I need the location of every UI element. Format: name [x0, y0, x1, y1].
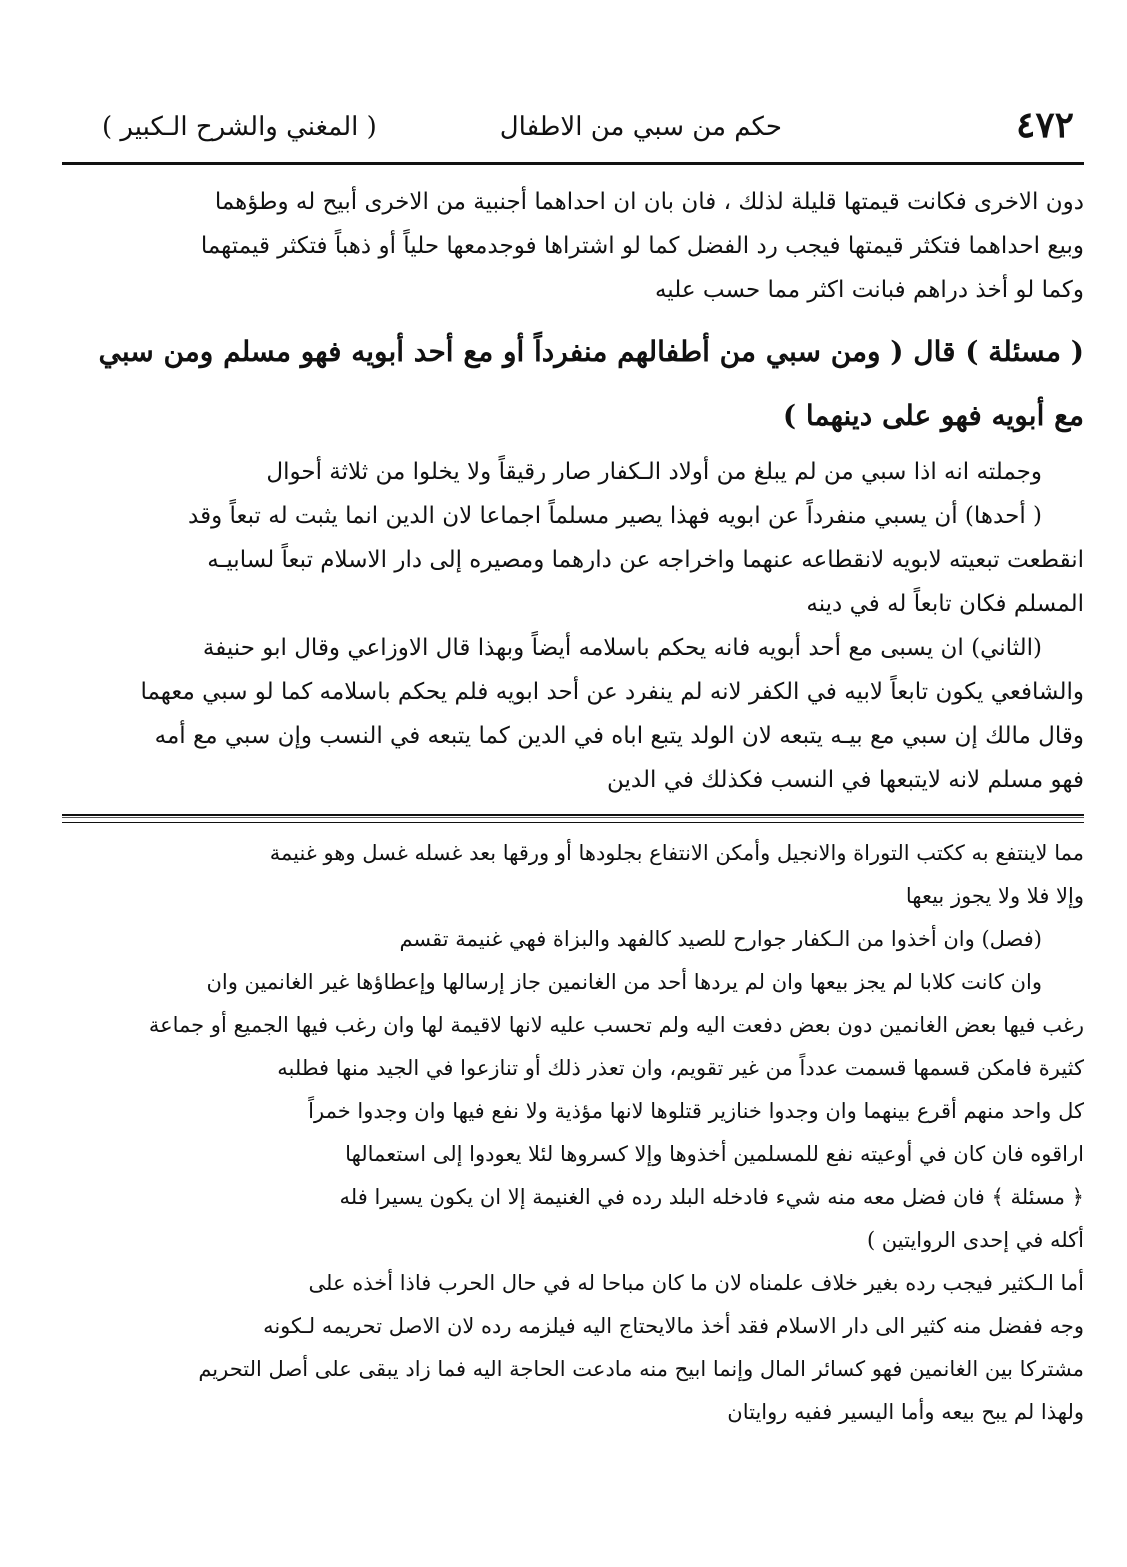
text-line: (فصل) وان أخذوا من الـكفار جوارح للصيد كالفهد والبزاة فهي غنيمة تقسم — [399, 927, 1042, 951]
text-line: المسلم فكان تابعاً له في دينه — [806, 591, 1084, 617]
text-line: والشافعي يكون تابعاً لابيه في الكفر لانه لم ينفرد عن أحد ابويه فلم يحكم باسلامه كما لو سبي معهما — [140, 679, 1084, 705]
main-body — [62, 450, 1084, 802]
text-line: رغب فيها بعض الغانمين دون بعض دفعت اليه ولم تحسب عليه لانها لاقيمة لها وان رغب فيها الجميع أو جماعة — [148, 1013, 1084, 1037]
text-line: اراقوه فان كان في أوعيته نفع للمسلمين أخذوها وإلا كسروها لئلا يعودوا إلى استعمالها — [345, 1142, 1084, 1166]
text-line: انقطعت تبعيته لابويه لانقطاعه عنهما واخراجه عن دارهما ومصيره إلى دار الاسلام تبعاً لسابيـه — [207, 547, 1084, 573]
text-line: (الثاني) ان يسبى مع أحد أبويه فانه يحكم باسلامه أيضاً وبهذا قال الاوزاعي وقال ابو حنيفة — [202, 635, 1042, 661]
section-title: حكم من سبي من الاطفال — [499, 112, 782, 142]
text-line: وجملته انه اذا سبي من لم يبلغ من أولاد الـكفار صار رقيقاً ولا يخلوا من ثلاثة أحوال — [266, 459, 1042, 485]
question-line: ( مسئلة ) قال ( ومن سبي من أطفالهم منفرداً أو مع أحد أبويه فهو مسلم ومن سبي — [98, 335, 1084, 368]
page-header — [62, 104, 1082, 156]
text-line: ولهذا لم يبح بيعه وأما اليسير ففيه روايتان — [727, 1400, 1084, 1424]
text-line: أكله في إحدى الروايتين ) — [866, 1228, 1084, 1252]
question-line: مع أبويه فهو على دينهما ) — [782, 399, 1084, 432]
commentary-section — [62, 832, 1084, 1434]
text-line: فهو مسلم لانه لايتبعها في النسب فكذلك في الدين — [607, 767, 1084, 793]
page-number: ٤٧٢ — [1015, 104, 1074, 146]
text-line: كثيرة فامكن قسمها قسمت عدداً من غير تقويم، وان تعذر ذلك أو تنازعوا في الجيد منها فطلبه — [277, 1056, 1084, 1080]
text-line: ( أحدها) أن يسبي منفرداً عن ابويه فهذا يصير مسلماً اجماعا لان الدين انما يثبت له تبعاً وقد — [188, 503, 1042, 529]
intro-paragraph — [62, 180, 1084, 312]
text-line: وقال مالك إن سبي مع بيـه يتبعه لان الولد يتبع اباه في الدين كما يتبعه في النسب وإن سبي مع أمه — [154, 723, 1084, 749]
text-line: كل واحد منهم أقرع بينهما وان وجدوا خنازير قتلوها لانها مؤذية ولا نفع فيها وان وجدوا خمراً — [308, 1099, 1084, 1123]
text-line: مشتركا بين الغانمين فهو كسائر المال وإنما ابيح منه مادعت الحاجة اليه فما زاد يبقى على أصل التحريم — [198, 1357, 1084, 1381]
text-line: وان كانت كلابا لم يجز بيعها وان لم يردها أحد من الغانمين جاز إرسالها وإعطاؤها غير الغانمين وان — [206, 970, 1042, 994]
text-line: وجه ففضل منه كثير الى دار الاسلام فقد أخذ مالايحتاج اليه فيلزمه رده لان الاصل تحريمه لـكونه — [263, 1314, 1084, 1338]
text-line: وبيع احداهما فتكثر قيمتها فيجب رد الفضل كما لو اشتراها فوجدمعها حلياً أو ذهباً فتكثر قيمتهما — [200, 233, 1084, 259]
section-divider — [62, 814, 1084, 823]
header-rule — [62, 162, 1084, 165]
text-line: وكما لو أخذ دراهم فبانت اكثر مما حسب عليه — [654, 277, 1084, 303]
text-line: وإلا فلا ولا يجوز بيعها — [905, 884, 1084, 908]
text-line: مما لاينتفع به ككتب التوراة والانجيل وأمكن الانتفاع بجلودها أو ورقها بعد غسله غسل وهو غنيمة — [269, 841, 1084, 865]
text-line: ﴿ مسئلة ﴾ فان فضل معه منه شيء فادخله البلد رده في الغنيمة إلا ان يكون يسيرا فله — [339, 1185, 1084, 1209]
question-heading — [62, 320, 1084, 448]
text-line: أما الـكثير فيجب رده بغير خلاف علمناه لان ما كان مباحا له في حال الحرب فاذا أخذه على — [308, 1271, 1084, 1295]
text-line: دون الاخرى فكانت قيمتها قليلة لذلك ، فان بان ان احداهما أجنبية من الاخرى أبيح له وطؤهما — [214, 189, 1084, 215]
book-title: ( المغني والشرح الـكبير ) — [102, 112, 377, 142]
